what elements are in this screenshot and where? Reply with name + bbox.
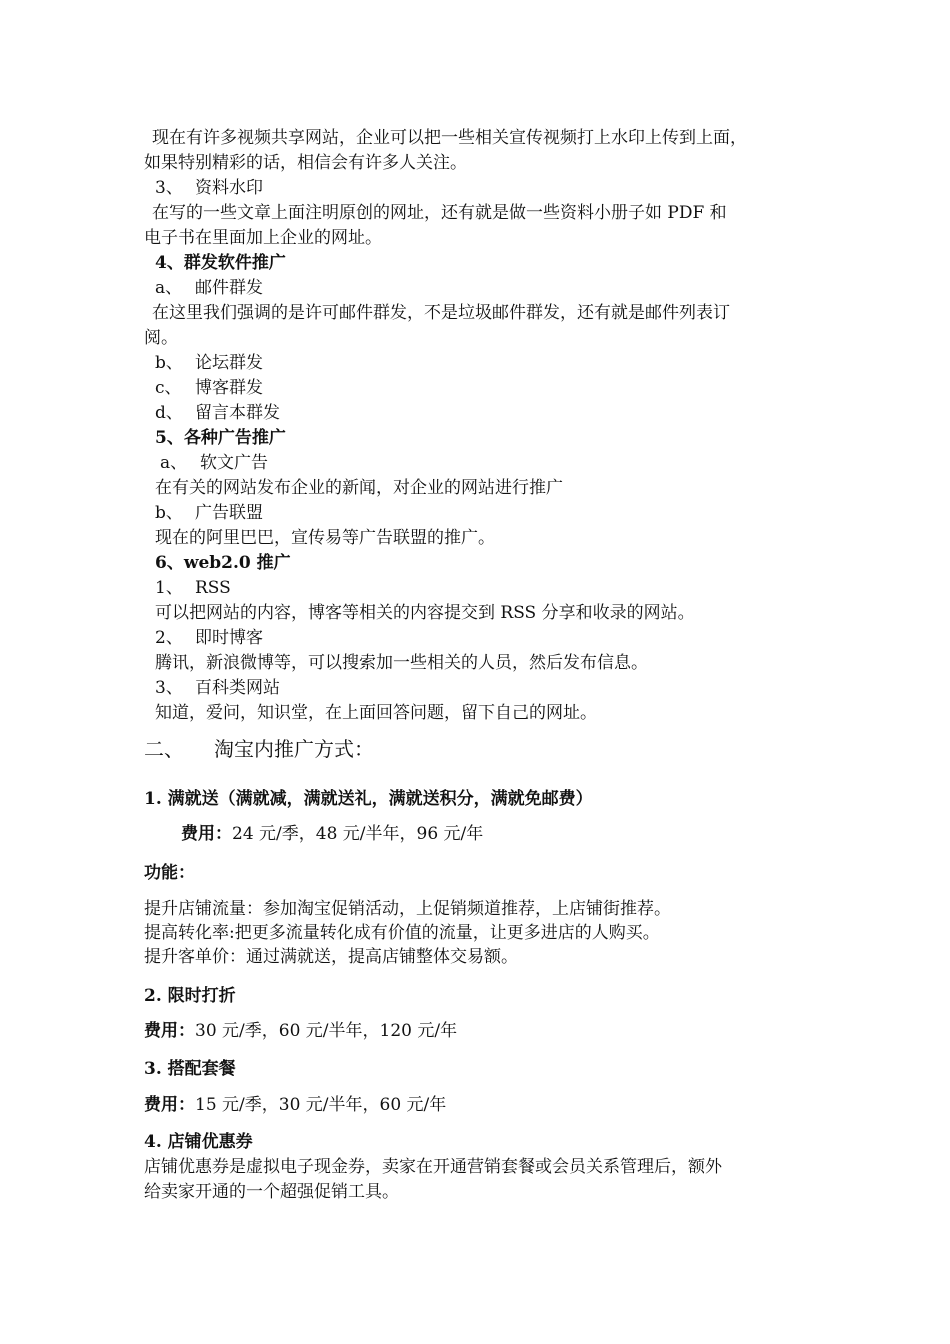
list-item bbox=[155, 677, 280, 699]
list-number: c、 bbox=[155, 378, 182, 398]
list-label: 百科类网站 bbox=[195, 678, 280, 698]
function-label: 功能： bbox=[144, 863, 195, 883]
list-label: 留言本群发 bbox=[195, 403, 280, 423]
list-number: 2、 bbox=[155, 628, 183, 648]
section-heading: 6、web2.0 推广 bbox=[155, 553, 291, 573]
fee-value: 30 元/季，60 元/半年，120 元/年 bbox=[195, 1021, 458, 1041]
paragraph-line: 在写的一些文章上面注明原创的网址，还有就是做一些资料小册子如 PDF 和 bbox=[152, 203, 727, 223]
subsection-heading: 3. 搭配套餐 bbox=[144, 1059, 236, 1079]
list-label: 博客群发 bbox=[195, 378, 263, 398]
paragraph-line: 提升客单价：通过满就送，提高店铺整体交易额。 bbox=[144, 947, 518, 967]
paragraph-line: 在有关的网站发布企业的新闻，对企业的网站进行推广 bbox=[155, 478, 563, 498]
paragraph-line: 电子书在里面加上企业的网址。 bbox=[144, 228, 382, 248]
section-heading: 4、群发软件推广 bbox=[155, 253, 286, 273]
list-number: 1、 bbox=[155, 578, 183, 598]
fee-value: 15 元/季，30 元/半年，60 元/年 bbox=[195, 1095, 447, 1115]
paragraph-line: 提升店铺流量：参加淘宝促销活动，上促销频道推荐，上店铺街推荐。 bbox=[144, 899, 671, 919]
list-item bbox=[155, 627, 263, 649]
fee-line bbox=[144, 1020, 457, 1042]
list-number: b、 bbox=[155, 503, 183, 523]
list-item bbox=[155, 502, 263, 524]
paragraph-line: 现在有许多视频共享网站，企业可以把一些相关宣传视频打上水印上传到上面， bbox=[152, 128, 747, 148]
chapter-title: 淘宝内推广方式： bbox=[214, 737, 374, 761]
fee-value: 24 元/季，48 元/半年，96 元/年 bbox=[232, 824, 484, 844]
subsection-heading: 1. 满就送（满就减，满就送礼，满就送积分，满就免邮费） bbox=[144, 789, 593, 809]
list-item bbox=[155, 277, 263, 299]
chapter-number: 二、 bbox=[144, 737, 184, 761]
paragraph-line: 给卖家开通的一个超强促销工具。 bbox=[144, 1182, 399, 1202]
list-number: b、 bbox=[155, 353, 183, 373]
list-number: a、 bbox=[160, 453, 188, 473]
list-number: d、 bbox=[155, 403, 183, 423]
paragraph-line: 店铺优惠券是虚拟电子现金券，卖家在开通营销套餐或会员关系管理后，额外 bbox=[144, 1157, 722, 1177]
list-number: 3、 bbox=[155, 678, 183, 698]
list-item bbox=[155, 177, 263, 199]
paragraph-line: 现在的阿里巴巴，宣传易等广告联盟的推广。 bbox=[155, 528, 495, 548]
list-number: 3、 bbox=[155, 178, 183, 198]
list-label: 资料水印 bbox=[195, 178, 263, 198]
paragraph-line: 腾讯，新浪微博等，可以搜索加一些相关的人员，然后发布信息。 bbox=[155, 653, 648, 673]
fee-line bbox=[181, 823, 483, 845]
list-label: 广告联盟 bbox=[195, 503, 263, 523]
list-item bbox=[155, 377, 263, 399]
list-item bbox=[155, 402, 280, 424]
fee-line bbox=[144, 1094, 446, 1116]
list-label: 论坛群发 bbox=[195, 353, 263, 373]
list-label: 即时博客 bbox=[195, 628, 263, 648]
paragraph-line: 知道，爱问，知识堂，在上面回答问题，留下自己的网址。 bbox=[155, 703, 597, 723]
fee-label: 费用： bbox=[144, 1021, 195, 1041]
chapter-heading bbox=[144, 738, 374, 760]
paragraph-line: 在这里我们强调的是许可邮件群发，不是垃圾邮件群发，还有就是邮件列表订 bbox=[152, 303, 730, 323]
list-label: 邮件群发 bbox=[195, 278, 263, 298]
fee-label: 费用： bbox=[144, 1095, 195, 1115]
subsection-heading: 2. 限时打折 bbox=[144, 986, 236, 1006]
list-label: RSS bbox=[195, 578, 231, 598]
paragraph-line: 阅。 bbox=[144, 328, 178, 348]
list-item bbox=[155, 352, 263, 374]
list-label: 软文广告 bbox=[200, 453, 268, 473]
list-item bbox=[160, 452, 268, 474]
subsection-heading: 4. 店铺优惠券 bbox=[144, 1132, 253, 1152]
paragraph-line: 可以把网站的内容，博客等相关的内容提交到 RSS 分享和收录的网站。 bbox=[155, 603, 695, 623]
fee-label: 费用： bbox=[181, 824, 232, 844]
list-number: a、 bbox=[155, 278, 183, 298]
paragraph-line: 如果特别精彩的话，相信会有许多人关注。 bbox=[144, 153, 467, 173]
section-heading: 5、各种广告推广 bbox=[155, 428, 286, 448]
paragraph-line: 提高转化率:把更多流量转化成有价值的流量，让更多进店的人购买。 bbox=[144, 923, 660, 943]
list-item bbox=[155, 577, 231, 599]
